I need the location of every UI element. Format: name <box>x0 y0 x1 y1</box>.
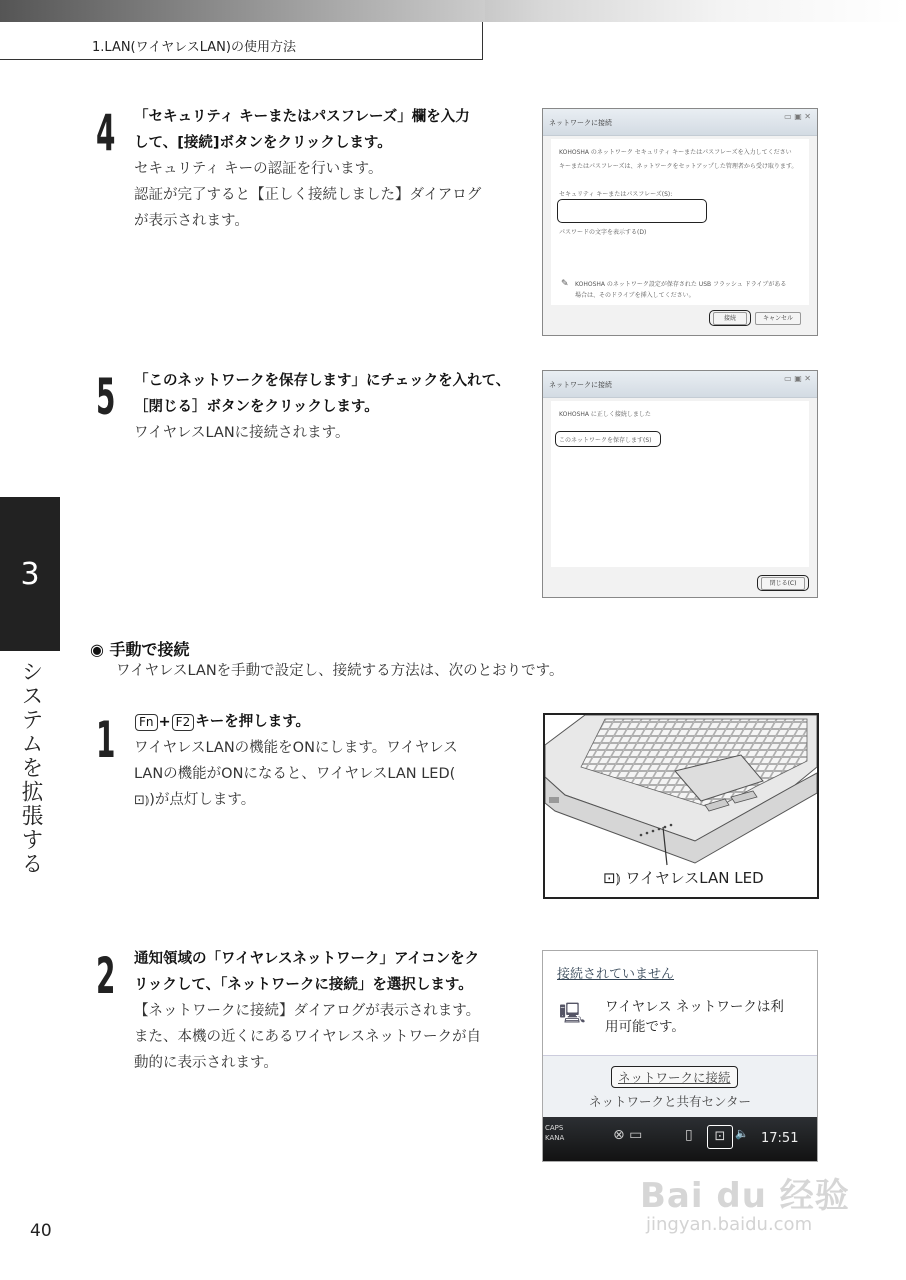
step-1-desc-line2: LANの機能がONになると、ワイヤレスLAN LED( <box>134 766 456 782</box>
available-line1: ワイヤレス ネットワークは利 <box>605 999 784 1015</box>
step-number-4: 4 <box>96 104 116 162</box>
cancel-button[interactable]: キャンセル <box>755 312 801 325</box>
battery-icon[interactable]: ▯ <box>685 1127 693 1143</box>
fn-key: Fn <box>135 714 158 731</box>
dialog-line1: KOHOSHA のネットワーク セキュリティ キーまたはパスフレーズを入力してください <box>559 149 792 156</box>
step-2-title-line2: リックして、「ネットワークに接続」を選択します。 <box>134 977 473 993</box>
f2-key: F2 <box>172 714 195 731</box>
step-5-title-line2: ［閉じる］ボタンをクリックします。 <box>134 399 379 415</box>
step-4-text <box>134 104 534 234</box>
laptop-caption <box>603 867 764 888</box>
step-5-text <box>134 368 534 446</box>
show-password-checkbox[interactable]: パスワードの文字を表示する(D) <box>559 229 647 236</box>
tray-icons: ⊗ ▭ <box>613 1127 643 1143</box>
taskbar <box>543 1117 817 1162</box>
step-4-title-line1: 「セキュリティ キーまたはパスフレーズ」欄を入力 <box>134 109 470 125</box>
window-controls-icon: ▭ ▣ ✕ <box>784 112 811 121</box>
step-2-desc-line1: 【ネットワークに接続】ダイアログが表示されます。 <box>134 1003 481 1019</box>
ime-status <box>545 1123 564 1143</box>
chapter-tab-number: 3 <box>0 497 60 651</box>
usb-note-line1: KOHOSHA のネットワーク設定が保存された USB フラッシュ ドライブがある <box>575 281 787 288</box>
save-network-checkbox[interactable]: このネットワークを保存します(S) <box>559 437 652 444</box>
volume-icon[interactable]: 🔈 <box>735 1127 749 1140</box>
networks-available-text <box>605 997 784 1037</box>
dialog-titlebar <box>543 109 817 136</box>
dialog2-title: ネットワークに接続 <box>549 381 612 389</box>
baidu-watermark-url: jingyan.baidu.com <box>646 1214 813 1235</box>
dialog-connected-screenshot <box>542 370 818 598</box>
step-number-5: 5 <box>96 368 116 426</box>
chapter-title: 1.LAN(ワイヤレスLAN)の使用方法 <box>92 40 296 55</box>
dialog-title: ネットワークに接続 <box>549 119 612 127</box>
step-5-title-line1: 「このネットワークを保存します」にチェックを入れて、 <box>134 373 511 389</box>
clock: 17:51 <box>761 1131 799 1146</box>
dialog2-body <box>551 401 809 567</box>
step-4-desc-line1: セキュリティ キーの認証を行います。 <box>134 161 383 177</box>
step-4-title-line2: して、[接続]ボタンをクリックします。 <box>134 135 392 151</box>
step-number-1: 1 <box>96 711 116 769</box>
connect-button[interactable]: 接続 <box>713 312 747 325</box>
plus-sign: + <box>158 714 171 730</box>
manual-intro: ワイヤレスLANを手動で設定し、接続する方法は、次のとおりです。 <box>116 663 564 679</box>
step-number-2: 2 <box>96 947 116 1005</box>
network-popup-screenshot <box>542 950 818 1162</box>
step-2-desc-line2: また、本機の近くにあるワイヤレスネットワークが自 <box>134 1029 481 1045</box>
not-connected-link[interactable]: 接続されていません <box>557 967 675 982</box>
step-1-desc-line1: ワイヤレスLANの機能をONにします。ワイヤレス <box>134 740 458 756</box>
step-4-desc-line3: が表示されます。 <box>134 213 249 229</box>
laptop-caption-text: ワイヤレスLAN LED <box>625 869 764 887</box>
popup-links-area <box>543 1055 817 1118</box>
dialog-line2: キーまたはパスフレーズは、ネットワークをセットアップした管理者から受け取ります。 <box>559 163 798 170</box>
connect-to-network-link[interactable]: ネットワークに接続 <box>611 1066 738 1088</box>
usb-icon: ✎ <box>561 279 569 289</box>
available-line2: 用可能です。 <box>605 1019 685 1035</box>
step-5-desc-line1: ワイヤレスLANに接続されます。 <box>134 425 350 441</box>
step-1-text <box>134 709 534 814</box>
chapter-tab-text: システムを拡張する <box>18 660 43 876</box>
step-1-title <box>134 709 534 735</box>
window2-controls-icon: ▭ ▣ ✕ <box>784 374 811 383</box>
security-key-label: セキュリティ キーまたはパスフレーズ(S): <box>559 191 673 198</box>
security-key-input[interactable] <box>557 199 707 223</box>
laptop-photo <box>543 713 819 899</box>
dialog-security-key-screenshot <box>542 108 818 336</box>
manual-section-heading <box>90 637 190 660</box>
baidu-watermark-logo: Bai du 经验 <box>640 1176 850 1216</box>
wireless-led-icon: ⊡⦆ <box>134 793 150 808</box>
network-center-link[interactable]: ネットワークと共有センター <box>589 1094 752 1109</box>
step-2-desc-line3: 動的に表示されます。 <box>134 1055 278 1071</box>
laptop-led-icon: ⊡⦆ <box>603 869 621 887</box>
header-dark-bar <box>0 0 485 22</box>
dialog-body <box>551 139 809 305</box>
step-1-title-rest: キーを押します。 <box>195 714 311 730</box>
wireless-network-icon[interactable]: ⊡ <box>707 1125 733 1149</box>
usb-note-line2: 場合は、そのドライブを挿入してください。 <box>575 292 695 299</box>
manual-heading-text: 手動で接続 <box>109 640 190 659</box>
step-2-text <box>134 946 534 1076</box>
dialog2-titlebar <box>543 371 817 398</box>
bullet-circle-icon: ◉ <box>90 640 104 659</box>
step-2-title-line1: 通知領域の「ワイヤレスネットワーク」アイコンをク <box>134 951 480 967</box>
close-button[interactable]: 閉じる(C) <box>761 577 805 590</box>
step-1-desc-line3-text: )が点灯します。 <box>149 792 256 808</box>
dialog2-line1: KOHOSHA に正しく接続しました <box>559 411 651 418</box>
step-1-desc-line3 <box>134 787 534 814</box>
caps-indicator: CAPS <box>545 1124 564 1132</box>
kana-indicator: KANA <box>545 1134 565 1142</box>
step-4-desc-line2: 認証が完了すると【正しく接続しました】ダイアログ <box>134 187 482 203</box>
network-computer-icon: 🖳 <box>559 1001 586 1025</box>
page-number: 40 <box>30 1221 52 1241</box>
